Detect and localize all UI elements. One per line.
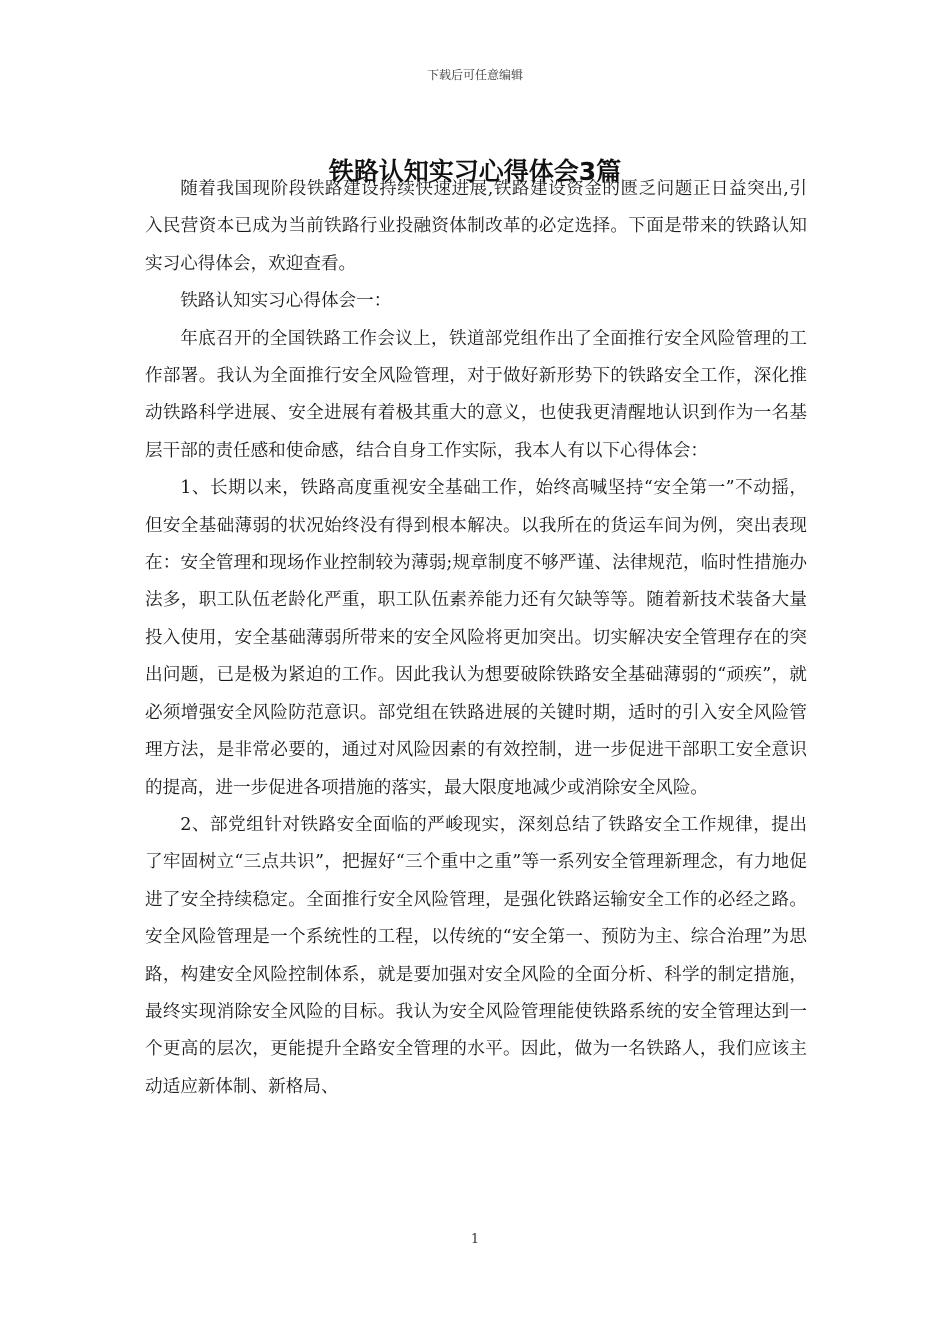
page-number: 1 — [470, 1232, 480, 1247]
document-title: 铁路认知实习心得体会3篇 — [328, 157, 622, 186]
paragraph-section-heading: 铁路认知实习心得体会一： — [180, 291, 392, 312]
paragraph-section-1-opening: 年底召开的全国铁路工作会议上，铁道部党组作出了全面推行安全风险管理的工作部署。我认为全面推行安全风险管理，对于做好新形势下的铁路安全工作，深化推动铁路科学进展、安全进展有着极其重大的意义，也使我更清醒地认识到作为一名基层干部的责任感和使命感，结合自身工作实际，我本人有以下心得体会： — [145, 328, 807, 461]
header-note: 下载后可任意编辑 — [426, 68, 523, 82]
paragraph-point-2: 2、部党组针对铁路安全面临的严峻现实，深刻总结了铁路安全工作规律，提出了牢固树立“三点共识”，把握好“三个重中之重”等一系列安全管理新理念，有力地促进了安全持续稳定。全面推行安全风险管理，是强化铁路运输安全工作的必经之路。安全风险管理是一个系统性的工程，以传统的“安全第一、预防为主、综合治理”为思路，构建安全风险控制体系，就是要加强对安全风险的全面分析、科学的制定措施，最终实现消除安全风险的目标。我认为安全风险管理能使铁路系统的安全管理达到一个更高的层次，更能提升全路安全管理的水平。因此，做为一名铁路人，我们应该主动适应新体制、新格局、 — [145, 814, 807, 1097]
paragraph-point-1: 1、长期以来，铁路高度重视安全基础工作，始终高喊坚持“安全第一”不动摇，但安全基础薄弱的状况始终没有得到根本解决。以我所在的货运车间为例，突出表现在：安全管理和现场作业控制较为薄弱;规章制度不够严谨、法律规范，临时性措施办法多，职工队伍老龄化严重，职工队伍素养能力还有欠缺等等。随着新技术装备大量投入使用，安全基础薄弱所带来的安全风险将更加突出。切实解决安全管理存在的突出问题，已是极为紧迫的工作。因此我认为想要破除铁路安全基础薄弱的“顽疾”，就必须增强安全风险防范意识。部党组在铁路进展的关键时期，适时的引入安全风险管理方法，是非常必要的，通过对风险因素的有效控制，进一步促进干部职工安全意识的提高，进一步促进各项措施的落实，最大限度地减少或消除安全风险。 — [145, 478, 807, 798]
document-body — [145, 171, 807, 1106]
paragraph-intro: 随着我国现阶段铁路建设持续快速进展,铁路建设资金的匮乏问题正日益突出,引入民营资本已成为当前铁路行业投融资体制改革的必定选择。下面是带来的铁路认知实习心得体会，欢迎查看。 — [145, 179, 807, 274]
